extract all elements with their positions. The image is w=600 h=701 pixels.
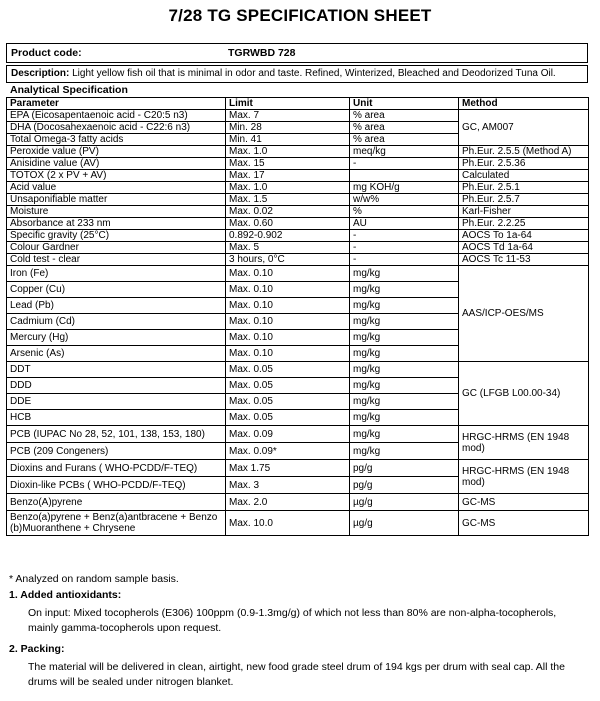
param-cell: HCB	[7, 410, 226, 426]
table-row	[7, 146, 589, 158]
table-row	[7, 110, 589, 122]
method-cell: AOCS Td 1a-64	[459, 242, 589, 254]
limit-cell: Min. 28	[226, 122, 350, 134]
limit-cell: 0.892-0.902	[226, 230, 350, 242]
param-cell: Colour Gardner	[7, 242, 226, 254]
limit-cell: Max. 0.09	[226, 426, 350, 443]
unit-cell: pg/g	[350, 460, 459, 477]
param-cell: Moisture	[7, 206, 226, 218]
limit-cell: Max. 0.05	[226, 394, 350, 410]
description-text	[11, 68, 556, 79]
limit-cell: Max. 5	[226, 242, 350, 254]
limit-cell: Max. 1.0	[226, 182, 350, 194]
limit-cell: Max. 0.10	[226, 314, 350, 330]
unit-cell: meq/kg	[350, 146, 459, 158]
limit-cell: Max. 0.10	[226, 346, 350, 362]
param-cell: DDT	[7, 362, 226, 378]
table-row	[7, 230, 589, 242]
product-code-label: Product code:	[11, 47, 82, 59]
unit-cell: % area	[350, 110, 459, 122]
unit-cell: mg/kg	[350, 378, 459, 394]
table-row	[7, 242, 589, 254]
section-antioxidants-text: On input: Mixed tocopherols (E306) 100ppm (0.9-1.3mg/g) of which not less than 80% are non-alpha-tocopherols, mainly gamma-tocopherols upon request.	[28, 607, 557, 634]
param-cell: Cold test - clear	[7, 254, 226, 266]
limit-cell: Max. 2.0	[226, 494, 350, 511]
table-row	[7, 362, 589, 378]
product-code-value: TGRWBD 728	[228, 47, 296, 59]
limit-cell: Max. 7	[226, 110, 350, 122]
method-cell: AOCS Tc 11-53	[459, 254, 589, 266]
param-cell: Benzo(A)pyrene	[7, 494, 226, 511]
unit-cell: mg/kg	[350, 298, 459, 314]
unit-cell: mg/kg	[350, 362, 459, 378]
param-cell: DHA (Docosahexaenoic acid - C22:6 n3)	[7, 122, 226, 134]
param-cell: Peroxide value (PV)	[7, 146, 226, 158]
limit-cell: Max. 0.09*	[226, 443, 350, 460]
limit-cell: Max. 17	[226, 170, 350, 182]
param-cell: PCB (209 Congeners)	[7, 443, 226, 460]
method-cell: GC, AM007	[459, 110, 589, 146]
unit-cell: µg/g	[350, 494, 459, 511]
unit-cell: mg/kg	[350, 314, 459, 330]
param-cell: Specific gravity (25°C)	[7, 230, 226, 242]
limit-cell: Max. 0.05	[226, 410, 350, 426]
section-packing-heading: 2. Packing:	[9, 643, 65, 655]
method-cell: Ph.Eur. 2.5.36	[459, 158, 589, 170]
param-cell: Dioxin-like PCBs ( WHO-PCDD/F-TEQ)	[7, 477, 226, 494]
limit-cell: Max. 0.10	[226, 266, 350, 282]
unit-cell: mg/kg	[350, 330, 459, 346]
method-cell: Ph.Eur. 2.5.5 (Method A)	[459, 146, 589, 158]
method-cell: Ph.Eur. 2.5.7	[459, 194, 589, 206]
method-cell: HRGC-HRMS (EN 1948 mod)	[459, 460, 589, 494]
param-cell: EPA (Eicosapentaenoic acid - C20:5 n3)	[7, 110, 226, 122]
unit-cell: mg/kg	[350, 346, 459, 362]
param-cell: Copper (Cu)	[7, 282, 226, 298]
param-cell: Arsenic (As)	[7, 346, 226, 362]
unit-cell: mg/kg	[350, 266, 459, 282]
limit-cell: Max 1.75	[226, 460, 350, 477]
footnote: * Analyzed on random sample basis.	[9, 573, 179, 585]
unit-cell: mg/kg	[350, 443, 459, 460]
description-box	[6, 65, 588, 83]
method-cell: GC-MS	[459, 494, 589, 511]
param-cell: Iron (Fe)	[7, 266, 226, 282]
description-body: Light yellow fish oil that is minimal in odor and taste. Refined, Winterized, Bleached and Deodorized Tuna Oil.	[72, 68, 556, 79]
param-cell: Unsaponifiable matter	[7, 194, 226, 206]
analytical-heading: Analytical Specification	[10, 84, 128, 96]
page-title: 7/28 TG SPECIFICATION SHEET	[168, 6, 432, 25]
product-code-box	[6, 43, 588, 63]
section-packing-text: The material will be delivered in clean, airtight, new food grade steel drum of 194 kgs per drum with seal cap. All the drums will be sealed under nitrogen blanket.	[28, 661, 565, 688]
header-unit: Unit	[350, 98, 459, 110]
table-row	[7, 266, 589, 282]
unit-cell: mg/kg	[350, 410, 459, 426]
spec-table	[6, 97, 589, 536]
unit-cell	[350, 170, 459, 182]
unit-cell: mg/kg	[350, 282, 459, 298]
param-cell: PCB (IUPAC No 28, 52, 101, 138, 153, 180)	[7, 426, 226, 443]
table-row	[7, 158, 589, 170]
table-row	[7, 494, 589, 511]
limit-cell: Max. 0.02	[226, 206, 350, 218]
unit-cell: -	[350, 158, 459, 170]
limit-cell: Max. 0.10	[226, 282, 350, 298]
limit-cell: Min. 41	[226, 134, 350, 146]
unit-cell: AU	[350, 218, 459, 230]
param-cell: DDE	[7, 394, 226, 410]
table-row	[7, 460, 589, 477]
limit-cell: Max. 1.5	[226, 194, 350, 206]
limit-cell: Max. 0.10	[226, 330, 350, 346]
param-cell: Total Omega-3 fatty acids	[7, 134, 226, 146]
method-cell: Karl-Fisher	[459, 206, 589, 218]
method-cell: AOCS To 1a-64	[459, 230, 589, 242]
method-cell: Ph.Eur. 2.2.25	[459, 218, 589, 230]
limit-cell: Max. 3	[226, 477, 350, 494]
unit-cell: % area	[350, 134, 459, 146]
unit-cell: w/w%	[350, 194, 459, 206]
unit-cell: mg KOH/g	[350, 182, 459, 194]
table-row	[7, 511, 589, 536]
unit-cell: %	[350, 206, 459, 218]
param-cell: Cadmium (Cd)	[7, 314, 226, 330]
table-row	[7, 182, 589, 194]
limit-cell: Max. 0.10	[226, 298, 350, 314]
unit-cell: µg/g	[350, 511, 459, 536]
param-cell: Acid value	[7, 182, 226, 194]
table-row	[7, 170, 589, 182]
param-cell: Benzo(a)pyrene + Benz(a)antbracene + Benzo (b)Muoranthene + Chrysene	[7, 511, 226, 536]
param-cell: Lead (Pb)	[7, 298, 226, 314]
section-antioxidants-heading: 1. Added antioxidants:	[9, 589, 122, 601]
limit-cell: Max. 0.60	[226, 218, 350, 230]
description-label: Description:	[11, 68, 70, 79]
header-limit: Limit	[226, 98, 350, 110]
param-cell: DDD	[7, 378, 226, 394]
limit-cell: Max. 0.05	[226, 378, 350, 394]
table-row	[7, 254, 589, 266]
param-cell: Mercury (Hg)	[7, 330, 226, 346]
method-cell: GC-MS	[459, 511, 589, 536]
method-cell: Calculated	[459, 170, 589, 182]
unit-cell: % area	[350, 122, 459, 134]
param-cell: Anisidine value (AV)	[7, 158, 226, 170]
header-method: Method	[459, 98, 589, 110]
limit-cell: Max. 1.0	[226, 146, 350, 158]
unit-cell: mg/kg	[350, 426, 459, 443]
unit-cell: -	[350, 242, 459, 254]
table-row	[7, 426, 589, 443]
table-row	[7, 218, 589, 230]
method-cell: GC (LFGB L00.00-34)	[459, 362, 589, 426]
header-row	[7, 98, 589, 110]
unit-cell: -	[350, 230, 459, 242]
header-parameter: Parameter	[7, 98, 226, 110]
method-cell: AAS/ICP-OES/MS	[459, 266, 589, 362]
param-cell: TOTOX (2 x PV + AV)	[7, 170, 226, 182]
unit-cell: pg/g	[350, 477, 459, 494]
param-cell: Absorbance at 233 nm	[7, 218, 226, 230]
unit-cell: -	[350, 254, 459, 266]
table-row	[7, 206, 589, 218]
unit-cell: mg/kg	[350, 394, 459, 410]
method-cell: Ph.Eur. 2.5.1	[459, 182, 589, 194]
limit-cell: Max. 0.05	[226, 362, 350, 378]
limit-cell: Max. 10.0	[226, 511, 350, 536]
method-cell: HRGC-HRMS (EN 1948 mod)	[459, 426, 589, 460]
table-row	[7, 194, 589, 206]
param-cell: Dioxins and Furans ( WHO-PCDD/F-TEQ)	[7, 460, 226, 477]
limit-cell: Max. 15	[226, 158, 350, 170]
limit-cell: 3 hours, 0°C	[226, 254, 350, 266]
